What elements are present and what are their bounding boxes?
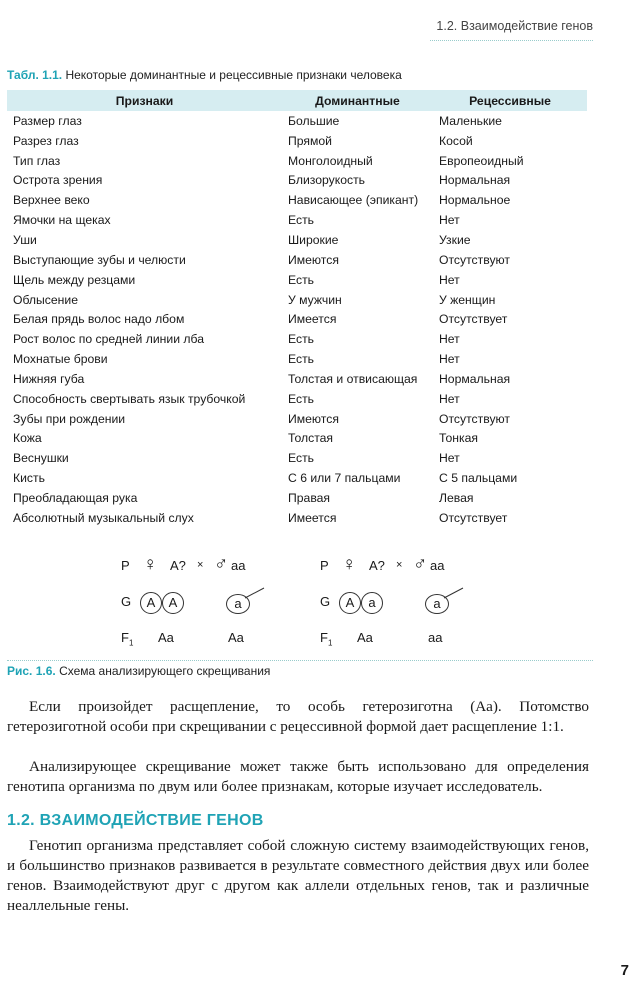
sperm-tail-right-icon: [443, 586, 465, 602]
table-row: [7, 151, 587, 171]
table-body: [7, 111, 587, 528]
table-row: [7, 309, 587, 329]
p-label-left: P: [121, 558, 130, 573]
f1-letter-left: F: [121, 630, 129, 645]
gamete-male-right: a: [425, 594, 449, 614]
header-dominant: Доминантные: [282, 90, 433, 111]
cell-recessive: Нормальное: [439, 193, 511, 208]
cell-trait: Кисть: [13, 471, 45, 486]
cell-trait: Зубы при рождении: [13, 411, 126, 426]
figure-caption: [7, 664, 270, 678]
paragraph-2: Анализирующее скрещивание может также быть использовано для определения генотипа организма по двум или более признакам, которые изучает исследователь.: [7, 758, 589, 795]
cell-trait: Разрез глаз: [13, 133, 79, 148]
cell-recessive: Нет: [439, 272, 460, 287]
cell-trait: Кожа: [13, 431, 42, 446]
female-genotype-left: A?: [170, 558, 186, 573]
cell-recessive: Европеоидный: [439, 153, 524, 168]
cell-recessive: Отсутствует: [439, 312, 508, 327]
cell-dominant: У мужчин: [288, 292, 342, 307]
table-caption-number: Табл. 1.1.: [7, 68, 63, 82]
cell-recessive: Нет: [439, 332, 460, 347]
cell-dominant: Толстая: [288, 431, 334, 446]
g-label-left: G: [121, 594, 132, 609]
male-symbol-left: ♂: [214, 554, 229, 575]
cell-trait: Белая прядь волос надо лбом: [13, 312, 185, 327]
cell-recessive: Нет: [439, 391, 460, 406]
f1-letter-right: F: [320, 630, 328, 645]
f1-subscript-right: 1: [327, 638, 333, 648]
cell-dominant: Имеется: [288, 510, 337, 525]
table-row: [7, 230, 587, 250]
cell-recessive: У женщин: [439, 292, 496, 307]
cell-recessive: Нет: [439, 352, 460, 367]
male-genotype-right: aa: [430, 558, 445, 573]
cell-dominant: Есть: [288, 213, 315, 228]
table-row: [7, 171, 587, 191]
table-row: [7, 250, 587, 270]
section-title: 1.2. ВЗАИМОДЕЙСТВИЕ ГЕНОВ: [7, 812, 264, 829]
offspring-right-2: aa: [428, 630, 443, 645]
female-genotype-right: A?: [369, 558, 385, 573]
cell-trait: Выступающие зубы и челюсти: [13, 252, 186, 267]
gamete-male-left: a: [226, 594, 250, 614]
offspring-left-1: Aa: [158, 630, 174, 645]
f1-label-left: [121, 630, 133, 648]
f1-label-right: [320, 630, 332, 648]
cell-dominant: Есть: [288, 332, 315, 347]
cell-dominant: С 6 или 7 пальцами: [288, 471, 401, 486]
cell-recessive: Нет: [439, 451, 460, 466]
cell-dominant: Имеются: [288, 252, 339, 267]
cell-recessive: Нормальная: [439, 173, 511, 188]
f1-subscript-left: 1: [128, 638, 134, 648]
cell-dominant: Имеется: [288, 312, 337, 327]
cell-recessive: Отсутствует: [439, 510, 508, 525]
table-row: [7, 448, 587, 468]
header-traits: Признаки: [7, 90, 282, 111]
figure-caption-number: Рис. 1.6.: [7, 664, 56, 678]
cell-trait: Верхнее веко: [13, 193, 90, 208]
page-number: 7: [620, 962, 629, 979]
cell-recessive: Отсутствуют: [439, 411, 510, 426]
cell-recessive: Левая: [439, 490, 474, 505]
table-row: [7, 409, 587, 429]
cell-trait: Ямочки на щеках: [13, 213, 111, 228]
cell-recessive: Косой: [439, 133, 473, 148]
cell-recessive: Нет: [439, 213, 460, 228]
cell-trait: Размер глаз: [13, 113, 82, 128]
cell-dominant: Близорукость: [288, 173, 366, 188]
cell-dominant: Широкие: [288, 232, 339, 247]
figure-divider: [7, 660, 593, 661]
table-caption: [7, 68, 402, 82]
cell-trait: Абсолютный музыкальный слух: [13, 510, 194, 525]
cell-dominant: Имеются: [288, 411, 339, 426]
cell-trait: Тип глаз: [13, 153, 61, 168]
table-row: [7, 210, 587, 230]
table-row: [7, 290, 587, 310]
cell-recessive: Отсутствуют: [439, 252, 510, 267]
table-row: [7, 111, 587, 131]
cell-trait: Острота зрения: [13, 173, 103, 188]
cell-trait: Способность свертывать язык трубочкой: [13, 391, 246, 406]
table-row: [7, 429, 587, 449]
cell-dominant: Монголоидный: [288, 153, 373, 168]
cell-trait: Нижняя губа: [13, 371, 85, 386]
cell-dominant: Большие: [288, 113, 340, 128]
p-label-right: P: [320, 558, 329, 573]
running-head: 1.2. Взаимодействие генов: [436, 19, 593, 33]
cell-trait: Щель между резцами: [13, 272, 136, 287]
table-header-row: [7, 90, 587, 111]
table-row: [7, 488, 587, 508]
sperm-tail-left-icon: [244, 586, 266, 602]
cell-dominant: Прямой: [288, 133, 332, 148]
male-genotype-left: aa: [231, 558, 246, 573]
cross-sign-right: ×: [396, 559, 403, 571]
traits-table: [7, 90, 587, 528]
cell-dominant: Есть: [288, 451, 315, 466]
table-row: [7, 468, 587, 488]
cell-trait: Мохнатые брови: [13, 352, 108, 367]
female-symbol-right: ♀: [342, 554, 357, 575]
table-row: [7, 389, 587, 409]
cell-dominant: Есть: [288, 272, 315, 287]
cross-sign-left: ×: [197, 559, 204, 571]
female-symbol-left: ♀: [143, 554, 158, 575]
cell-dominant: Правая: [288, 490, 331, 505]
table-row: [7, 131, 587, 151]
cell-dominant: Нависающее (эпикант): [288, 193, 419, 208]
cell-trait: Веснушки: [13, 451, 69, 466]
paragraph-1: Если произойдет расщепление, то особь гетерозиготна (Аа). Потомство гетерозиготной особи при скрещивании с рецессивной формой дает расщепление 1:1.: [7, 698, 589, 735]
cell-recessive: Узкие: [439, 232, 471, 247]
cell-trait: Облысение: [13, 292, 78, 307]
gamete-female-left-1: A: [140, 592, 162, 614]
cell-dominant: Есть: [288, 391, 315, 406]
cell-dominant: Толстая и отвисающая: [288, 371, 418, 386]
table-caption-text: Некоторые доминантные и рецессивные признаки человека: [62, 68, 402, 82]
table-row: [7, 349, 587, 369]
cell-dominant: Есть: [288, 352, 315, 367]
header-divider: [430, 40, 593, 41]
figure-caption-text: Схема анализирующего скрещивания: [55, 664, 271, 678]
cell-recessive: Нормальная: [439, 371, 511, 386]
cell-trait: Преобладающая рука: [13, 490, 138, 505]
section-paragraph: Генотип организма представляет собой сложную систему взаимодействующих генов, и большинство признаков развивается в результате совместного действия двух или более генов. Взаимодействуют друг с другом как аллели отдельных генов, так и различные неаллельные гены.: [7, 837, 589, 914]
cell-recessive: Маленькие: [439, 113, 502, 128]
cell-recessive: С 5 пальцами: [439, 471, 518, 486]
gamete-female-right-2: a: [361, 592, 383, 614]
g-label-right: G: [320, 594, 331, 609]
offspring-left-2: Aa: [228, 630, 244, 645]
table-row: [7, 329, 587, 349]
cell-recessive: Тонкая: [439, 431, 478, 446]
table-row: [7, 508, 587, 528]
offspring-right-1: Aa: [357, 630, 373, 645]
cell-trait: Рост волос по средней линии лба: [13, 332, 204, 347]
gamete-female-left-2: A: [162, 592, 184, 614]
header-recessive: Рецессивные: [433, 90, 587, 111]
table-row: [7, 270, 587, 290]
crossing-scheme: [0, 548, 643, 658]
table-row: [7, 190, 587, 210]
table-row: [7, 369, 587, 389]
male-symbol-right: ♂: [413, 554, 428, 575]
gamete-female-right-1: A: [339, 592, 361, 614]
cell-trait: Уши: [13, 232, 37, 247]
